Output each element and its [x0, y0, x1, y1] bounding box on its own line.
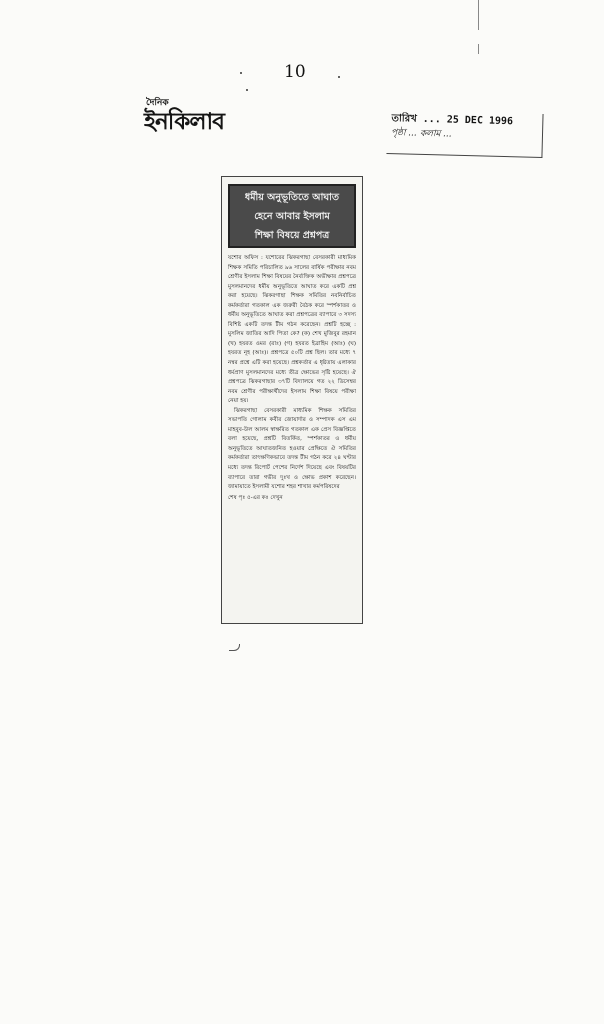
speck — [240, 72, 242, 74]
hairline — [478, 0, 479, 30]
article-continuation: শেষ পৃঃ ৫-এর কঃ দেখুন — [228, 494, 283, 501]
pen-mark — [229, 644, 240, 651]
speck — [246, 89, 248, 91]
stamp-page-line: পৃষ্ঠা ... কলাম ... — [390, 128, 453, 140]
news-clipping — [221, 176, 363, 624]
masthead — [144, 98, 264, 136]
speck — [338, 76, 340, 78]
headline-box — [228, 184, 356, 248]
article-body — [222, 254, 362, 493]
page-number: 10 — [284, 62, 306, 82]
headline-line: হেনে আবার ইসলাম — [254, 211, 330, 222]
article-paragraph: যশোর অফিস : যশোরের ঝিকরগাছা বেসরকারী মাধ্যমিক শিক্ষক সমিতি পরিচালিত ৯৬ সালের বার্ষিক পরীক্ষার নবম শ্রেণীর ইসলাম শিক্ষা বিষয়ের নৈর্ব্যক্তিক অভীক্ষার প্রশ্নপত্রে মুসলমানদের ধর্মীয় অনুভূতিতে আঘাত করে একটি প্রশ্ন করা হয়েছে। ঝিকরগাছা শিক্ষক সমিতির নবনির্বাচিত কর্মকর্তারা গতকাল এক জরুরী বৈঠক করে স্পর্শকাতর ও ধর্মীয় অনুভূতিতে আঘাত করা প্রশ্নপত্রের ব্যাপারে ৩ সদস্য বিশিষ্ট একটি তদন্ত টীম গঠন করেছেন। প্রশ্নটি হচ্ছে : মুসলিম জাতির আদি পিতা কে? (ক) শেখ মুজিবুর রহমান (খ) হযরত ওমর (রাঃ) (গ) হযরত ইব্রাহিম (আঃ) (ঘ) হযরত নূহ (আঃ)। প্রশ্নপত্রে ৫০টি প্রশ্ন ছিল। তার মধ্যে ৭ নম্বর প্রশ্নে এটি করা হয়েছে। প্রশ্নকর্তার এ ধৃষ্টতায় এলাকার ধর্মপ্রাণ মুসলমানদের মধ্যে তীব্র ক্ষোভের সৃষ্টি হয়েছে। ঐ প্রশ্নপত্রে ঝিকরগাছার ৩৭টি বিদ্যালয়ে গত ২২ ডিসেম্বর নবম শ্রেণীর পরীক্ষার্থীদের ইসলাম শিক্ষা বিষয়ে পরীক্ষা নেয়া হয়। — [228, 255, 356, 405]
masthead-name: ইনকিলাব — [144, 108, 224, 135]
headline-line: ধর্মীয় অনুভূতিতে আঘাত — [244, 192, 340, 203]
hairline — [478, 44, 479, 54]
date-stamp — [386, 110, 543, 158]
article-paragraph: ঝিকরগাছা বেসরকারী মাধ্যমিক শিক্ষক সমিতির সভাপতি গোলাম কবীর জোয়ার্দার ও সম্পাদক এস এম মাহবুব-উল আলম স্বাক্ষরিত গতকাল এক প্রেস বিজ্ঞপ্তিতে বলা হয়েছে, প্রশ্নটি বিতর্কিত, স্পর্শকাতর ও ধর্মীয় অনুভূতিতে আঘাতজনিত হওয়ার প্রেক্ষিতে ঐ সমিতির কর্মকর্তারা তাৎক্ষণিকভাবে তদন্ত টীম গঠন করে ২৪ ঘণ্টার মধ্যে তদন্ত রিপোর্ট পেশের নির্দেশ দিয়েছে এবং বিষয়টির ব্যাপারে তারা গভীর দুঃখ ও ক্ষোভ প্রকাশ করেছেন। জামায়াতে ইসলামী যশোর শহর শাখার কর্মপরিষদের — [228, 407, 356, 491]
masthead-small-text: দৈনিক — [146, 98, 169, 108]
stamp-date-line: তারিখ ... 25 DEC 1996 — [391, 113, 514, 128]
headline-line: শিক্ষা বিষয়ে প্রশ্নপত্র — [254, 230, 330, 241]
